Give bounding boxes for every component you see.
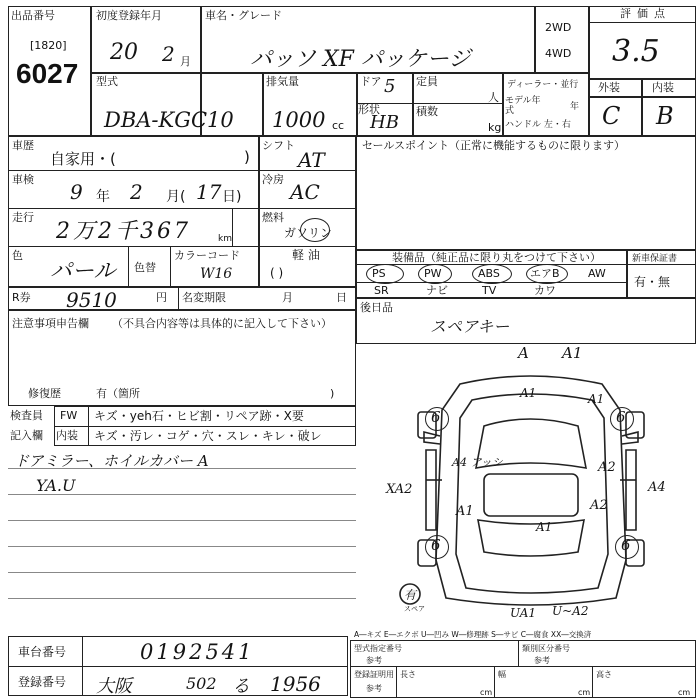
mark-left-xa2: XA2 [386,482,413,497]
name-change-day: 日 [336,291,347,304]
name-change-month: 月 [282,291,293,304]
inspection-label: 車検 [12,173,34,186]
sales-point-frame [356,136,696,250]
mileage-value: 2万2千367 [56,219,191,244]
lot-number: 6027 [16,58,79,89]
repair-value: 有（箇所 [96,387,140,400]
inspection-year-unit: 年 [96,189,110,205]
dealer-label: ディーラー・並行 [507,80,579,90]
drive-2wd: 2WD [545,21,572,34]
repair-label: 修復歴 [28,387,61,400]
model-value: DBA-KGC10 [104,108,234,132]
warranty-label: 新車保証書 [632,254,678,264]
equip-airbag: エアB [530,267,560,280]
remarks-area [8,446,356,636]
repair-close: ) [330,387,335,400]
mark-rear-ua1: UA1 [510,606,537,620]
displacement-value: 1000 [272,108,326,132]
plate-kana: る [232,676,250,697]
width-label: 幅 [498,670,506,679]
interior-grade: B [656,102,674,130]
divider [128,246,129,286]
divider [592,666,593,698]
inspection-month-unit: 月( [166,189,186,205]
recycle-unit: 円 [156,291,167,304]
warranty-value: 有・無 [634,275,671,289]
equip-sr: SR [374,284,389,297]
equip-aw: AW [588,267,606,280]
divider [626,250,628,298]
inspection-year: 9 [70,180,83,204]
after-parts-value: スペアキー [430,317,510,336]
divider [90,6,92,136]
plate-number: 1956 [270,672,321,696]
year-unit: 年 [570,102,580,112]
divider [8,286,356,288]
capacity-label: 定員 [416,75,438,88]
lot-code: [1820] [30,39,67,52]
diagram-legend: A―キズ E―エクボ U―凹み W―修理跡 S―サビ C―腐食 XX―交換済 [354,630,592,639]
interior-items: キズ・汚レ・コゲ・穴・スレ・キレ・破レ [94,429,322,443]
divider [54,426,356,427]
plate-label: 登録番号 [18,675,67,689]
divider [396,666,397,698]
inspection-day-unit: 日) [222,189,242,205]
displacement-unit: cc [332,119,345,132]
history-value: 自家用・( [50,150,116,168]
color-code-label: カラーコード [174,249,240,262]
divider [88,406,89,446]
cert-ref-2: 参考 [534,656,550,665]
entry-label: 記入欄 [10,429,43,442]
sales-point-label: セールスポイント（正常に機能するものに限ります） [362,139,626,152]
model-label: 型式 [96,75,118,88]
exterior-grade: C [602,102,621,130]
divider [232,208,233,246]
after-parts-frame [356,298,696,344]
mark-hood-a1: A1 [520,386,537,400]
fw-items: キズ・yeh石・ヒビ割・リペア跡・X要 [94,409,304,423]
reg-year-value: 20 [110,40,138,65]
exterior-label: 外装 [598,81,620,94]
divider [502,72,504,136]
doors-label: ドア [360,75,382,88]
remark-line-1: ドアミラー、ホイルカバー A [14,452,209,470]
mileage-unit: km [218,234,232,244]
shape-value: HB [370,112,399,133]
fuel-gasoline: ガソリン [284,226,333,240]
gasoline-circle [300,218,330,242]
divider [178,286,179,310]
recycle-label: R券 [12,291,31,304]
name-change-label: 名変期限 [182,291,226,304]
spare-label: スペア [404,605,425,613]
mark-front-a1: A1 [562,344,583,362]
divider [258,136,260,286]
inspector-label: 検査員 [10,409,43,422]
fuel-diesel: 軽 油 [292,248,320,262]
divider [641,78,643,136]
mark-windshield: A4 アッシ [452,456,503,469]
cert-ref-3: 参考 [366,684,382,693]
inspection-day: 17 [196,180,222,204]
model-year-label: モデル年式 [505,96,541,116]
aircon-label: 冷房 [262,173,284,186]
cert-label-1: 型式指定番号 [354,644,402,653]
height-label: 高さ [596,670,612,679]
fuel-paren: ( ) [270,266,284,280]
color-value: パール [50,259,116,284]
divider [534,6,536,72]
color-change-label: 色替 [134,261,156,274]
ps-circle [366,264,404,284]
mark-right-a2: A2 [598,460,616,475]
length-unit: cm [480,688,493,697]
mark-wheel-fl: 6 [431,408,441,426]
history-close: ) [244,148,250,166]
plate-area: 大阪 [96,676,132,697]
interior-label: 内装 [652,81,674,94]
history-label: 車歴 [12,139,34,152]
divider [8,208,356,209]
mark-right-door-a2: A2 [590,498,608,513]
equip-tv: TV [482,284,497,297]
recycle-value: 9510 [66,288,117,312]
score-label: 評価点 [620,7,671,20]
reg-year-label: 初度登録年月 [96,9,162,22]
aircon-value: AC [290,180,320,204]
shape-label: 形状 [358,103,380,116]
cert-reg-label: 登録証明用 [354,670,394,679]
mark-wheel-rl: 6 [431,536,441,554]
divider [170,246,171,286]
after-parts-label: 後日品 [360,301,393,314]
displacement-label: 排気量 [266,75,299,88]
divider [350,666,696,667]
divider [8,666,348,667]
plate-class: 502 [186,674,217,693]
mark-roof-a1: A1 [536,520,553,534]
inspection-month: 2 [130,180,143,204]
car-name-value: パッソ XF パッケージ [250,47,471,72]
reg-month-unit: 月 [180,55,191,68]
interior-entry-label: 内装 [56,429,78,442]
divider [82,636,83,696]
drive-4wd: 4WD [545,47,572,60]
equip-pw: PW [424,267,442,280]
divider [588,22,696,23]
mark-spare: 有 [404,588,417,602]
chassis-value: 0192541 [140,640,255,664]
cert-ref-1: 参考 [366,656,382,665]
lot-label: 出品番号 [11,9,55,22]
height-unit: cm [678,688,691,697]
divider [518,640,519,666]
mark-left-door-a1: A1 [456,504,474,519]
equipment-label: 装備品（純正品に限り丸をつけて下さい） [392,251,601,264]
divider [494,666,495,698]
notes-label: 注意事項申告欄 [12,317,89,330]
mileage-label: 走行 [12,211,34,224]
mark-front-a: A [518,344,529,362]
remark-line-2: YA.U [36,476,76,495]
color-label: 色 [12,249,23,262]
width-unit: cm [578,688,591,697]
mark-rear-ua2: U~A2 [552,604,589,618]
divider [356,264,696,265]
mark-wheel-fr: 6 [616,408,626,426]
handle-label: ハンドル 左・右 [505,120,571,130]
chassis-label: 車台番号 [18,645,67,659]
fw-label: FW [60,409,78,422]
length-label: 長さ [400,670,416,679]
divider [588,6,590,136]
mark-wheel-rr: 6 [621,536,631,554]
shift-value: AT [298,148,325,172]
divider [262,72,264,136]
cert-label-2: 類別区分番号 [522,644,570,653]
mark-front-right-a1: A1 [588,392,605,406]
load-label: 積数 [416,105,438,118]
load-unit: kg [488,121,502,134]
equip-navi: ナビ [426,284,448,297]
color-code-value: W16 [200,266,233,282]
airbag-circle [526,264,568,284]
notes-hint: （不具合内容等は具体的に記入して下さい） [112,317,332,330]
equip-abs: ABS [478,267,500,280]
equip-leather: カワ [534,284,556,297]
doors-value: 5 [384,76,396,97]
score-value: 3.5 [612,34,660,69]
reg-month-value: 2 [162,42,175,66]
abs-circle [472,264,512,284]
equip-ps: PS [372,267,386,280]
shift-label: シフト [262,139,295,152]
capacity-unit: 人 [488,91,499,104]
mark-right-a4: A4 [648,480,666,495]
pw-circle [418,264,452,284]
divider [412,72,414,136]
fuel-label: 燃料 [262,211,284,224]
car-name-label: 車名・グレード [205,9,282,22]
